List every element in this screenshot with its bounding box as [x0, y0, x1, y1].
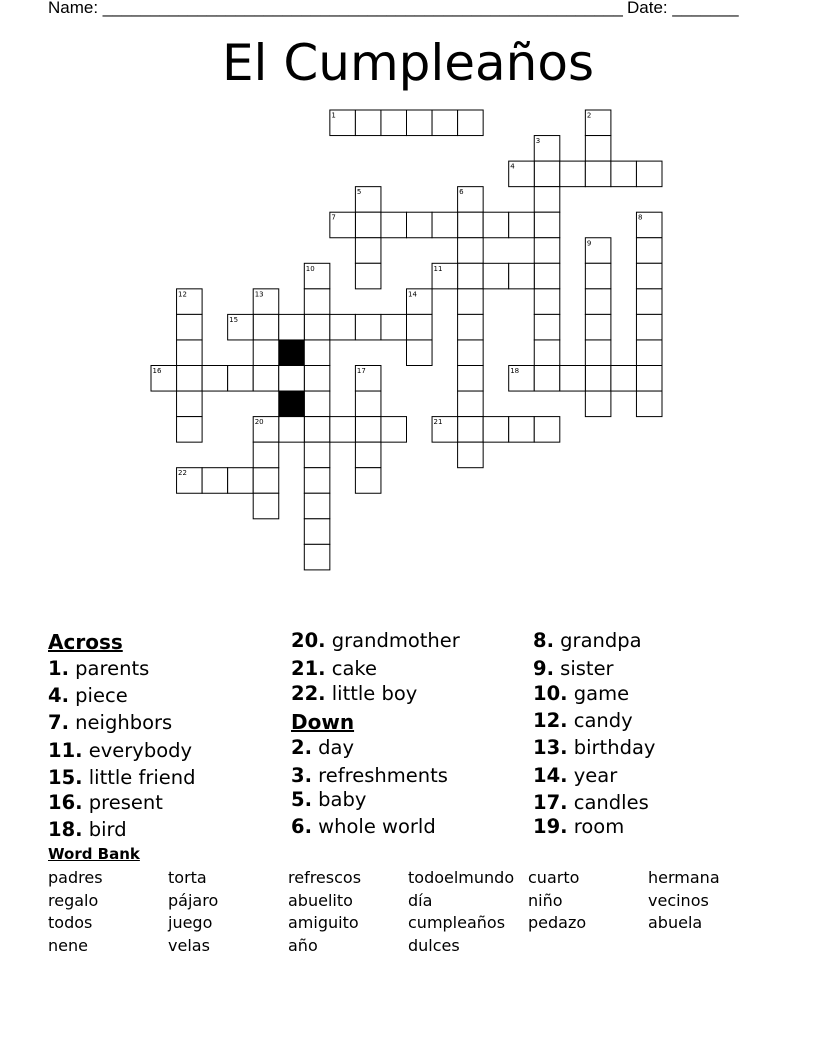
grid-cell[interactable] [330, 417, 356, 443]
grid-cell[interactable] [534, 238, 560, 264]
grid-cell[interactable] [534, 161, 560, 187]
grid-cell[interactable] [304, 468, 330, 494]
grid-cell[interactable] [202, 366, 228, 392]
grid-cell[interactable] [560, 161, 586, 187]
clue-item [533, 764, 617, 788]
grid-cell[interactable] [381, 417, 407, 443]
word-bank-item: todos [48, 913, 93, 932]
grid-cell[interactable] [304, 544, 330, 570]
clue-number-label: 15. [48, 766, 83, 789]
grid-cell[interactable] [279, 366, 305, 392]
grid-cell[interactable] [355, 263, 381, 289]
clue-number: 4 [510, 162, 515, 171]
clue-text: cake [325, 657, 378, 680]
grid-cell[interactable] [228, 468, 254, 494]
grid-cell[interactable] [458, 212, 484, 238]
word-bank-item: cumpleaños [408, 913, 506, 932]
clue-text: grandmother [325, 629, 460, 652]
word-bank-item: nene [48, 936, 88, 955]
grid-cell[interactable] [355, 110, 381, 136]
grid-cell[interactable] [355, 391, 381, 417]
clue-item [48, 739, 192, 763]
clue-text: little boy [325, 682, 418, 705]
word-bank-item: refrescos [288, 868, 362, 887]
clue-number-label: 18. [48, 818, 83, 841]
grid-cell[interactable] [585, 263, 611, 289]
clue-number: 15 [229, 315, 239, 324]
clue-text: sister [553, 657, 614, 680]
word-bank-item: juego [168, 913, 213, 932]
word-bank-item: pájaro [168, 891, 219, 910]
word-bank-item: vecinos [648, 891, 709, 910]
grid-cell[interactable] [304, 417, 330, 443]
clue-text: present [82, 791, 163, 814]
grid-cell[interactable] [534, 417, 560, 443]
grid-cell[interactable] [253, 442, 279, 468]
word-bank-item: día [408, 891, 433, 910]
clue-number-label: 3. [291, 764, 312, 787]
clue-number: 16 [152, 367, 162, 375]
clue-number-label: 12. [533, 709, 568, 732]
grid-cell[interactable] [432, 212, 458, 238]
grid-cell[interactable] [381, 212, 407, 238]
grid-cell[interactable] [458, 289, 484, 315]
clue-text: candy [567, 709, 633, 732]
word-bank-item: regalo [48, 891, 99, 910]
clue-number: 10 [305, 264, 315, 273]
grid-cell[interactable] [253, 366, 279, 392]
grid-cell[interactable] [253, 340, 279, 366]
grid-cell[interactable] [355, 238, 381, 264]
clue-item [291, 788, 366, 812]
word-bank-item: torta [168, 868, 207, 887]
clue-number-label: 17. [533, 791, 568, 814]
grid-cell[interactable] [636, 263, 662, 289]
clue-number: 5 [356, 188, 362, 197]
grid-cell[interactable] [458, 366, 484, 392]
grid-cell[interactable] [458, 442, 484, 468]
clue-text: day [311, 736, 355, 759]
clue-number-label: 2. [291, 736, 312, 759]
clue-number-label: 16. [48, 791, 83, 814]
word-bank-item: cuarto [528, 868, 580, 887]
clue-number: 14 [408, 290, 417, 299]
name-field-label: Name: _______________________________________________________ [48, 0, 623, 17]
grid-cell[interactable] [534, 340, 560, 366]
clue-item [533, 682, 629, 706]
grid-cell[interactable] [534, 289, 560, 315]
clue-text: grandpa [553, 629, 642, 652]
clue-number-label: 7. [48, 711, 69, 734]
grid-cell[interactable] [355, 417, 381, 443]
word-bank-item: padres [48, 868, 103, 887]
word-bank-item: todoelmundo [408, 868, 515, 887]
grid-cell[interactable] [611, 366, 637, 392]
clue-item [48, 791, 163, 815]
grid-cell[interactable] [432, 110, 458, 136]
clue-item [291, 815, 436, 839]
clue-item [291, 736, 354, 760]
grid-cell[interactable] [304, 519, 330, 545]
grid-cell[interactable] [304, 314, 330, 340]
clue-item [291, 629, 460, 653]
clue-item [533, 736, 655, 760]
word-bank-item: dulces [408, 936, 460, 955]
clue-number-label: 6. [291, 815, 312, 838]
grid-cell[interactable] [177, 391, 203, 417]
grid-cell[interactable] [483, 212, 509, 238]
word-bank-item: niño [528, 891, 563, 910]
clue-number: 9 [586, 239, 592, 248]
clue-number: 2 [586, 111, 592, 120]
grid-cell[interactable] [355, 442, 381, 468]
clue-number-label: 11. [48, 739, 83, 762]
grid-cell[interactable] [407, 110, 433, 136]
clue-number-label: 21. [291, 657, 326, 680]
clue-number: 18 [510, 367, 520, 375]
clue-number-label: 20. [291, 629, 326, 652]
clue-number: 6 [459, 188, 464, 197]
grid-cell[interactable] [177, 417, 203, 443]
grid-cell[interactable] [534, 212, 560, 238]
grid-cell[interactable] [304, 340, 330, 366]
word-bank-title: Word Bank [48, 845, 140, 863]
grid-cell[interactable] [458, 263, 484, 289]
grid-cell[interactable] [458, 238, 484, 264]
grid-cell[interactable] [636, 161, 662, 187]
grid-cell[interactable] [279, 417, 305, 443]
clue-text: year [567, 764, 618, 787]
grid-cell[interactable] [407, 340, 433, 366]
grid-cell[interactable] [177, 314, 203, 340]
clue-number-label: 1. [48, 657, 69, 680]
word-bank-item: abuelito [288, 891, 353, 910]
clue-item [48, 657, 149, 681]
clue-text: whole world [311, 815, 436, 838]
clue-item [533, 709, 633, 733]
grid-cell[interactable] [304, 442, 330, 468]
grid-cell[interactable] [407, 212, 433, 238]
grid-cell[interactable] [253, 314, 279, 340]
clue-text: game [567, 682, 630, 705]
grid-cell[interactable] [585, 391, 611, 417]
grid-cell[interactable] [534, 263, 560, 289]
clue-item [48, 711, 172, 735]
word-bank-item: velas [168, 936, 210, 955]
clue-text: parents [68, 657, 150, 680]
date-field-label: Date: _______ [627, 0, 739, 17]
clue-item [291, 682, 417, 706]
clue-number-label: 5. [291, 788, 312, 811]
grid-cell[interactable] [509, 417, 535, 443]
grid-cell[interactable] [636, 238, 662, 264]
grid-cell[interactable] [458, 314, 484, 340]
grid-cell[interactable] [177, 340, 203, 366]
grid-cell[interactable] [560, 366, 586, 392]
grid-cell[interactable] [304, 366, 330, 392]
grid-cell[interactable] [279, 314, 305, 340]
grid-cell[interactable] [636, 289, 662, 315]
grid-cell[interactable] [636, 391, 662, 417]
clue-text: room [567, 815, 625, 838]
clue-number-label: 10. [533, 682, 568, 705]
page-title: El Cumpleaños [221, 34, 595, 92]
clue-number: 12 [178, 290, 187, 299]
clue-number: 7 [331, 213, 336, 222]
clue-number: 17 [356, 367, 366, 375]
clue-item [533, 791, 649, 815]
grid-cell[interactable] [483, 417, 509, 443]
clue-number: 8 [637, 213, 643, 222]
grid-cell[interactable] [381, 314, 407, 340]
grid-cell[interactable] [585, 136, 611, 162]
grid-cell[interactable] [202, 468, 228, 494]
across-heading: Across [48, 630, 123, 654]
grid-cell[interactable] [407, 314, 433, 340]
grid-cell[interactable] [355, 468, 381, 494]
clue-number: 21 [433, 418, 443, 427]
clue-item [291, 657, 377, 681]
clue-number-label: 14. [533, 764, 568, 787]
grid-cell[interactable] [228, 366, 254, 392]
grid-cell[interactable] [355, 314, 381, 340]
grid-cell[interactable] [330, 314, 356, 340]
grid-cell[interactable] [585, 314, 611, 340]
grid-cell[interactable] [304, 289, 330, 315]
grid-cell[interactable] [177, 366, 203, 392]
clue-number: 3 [535, 137, 541, 146]
clue-text: everybody [82, 739, 193, 762]
grid-cell[interactable] [611, 161, 637, 187]
grid-cell[interactable] [304, 391, 330, 417]
word-bank-item: pedazo [528, 913, 587, 932]
grid-cell[interactable] [509, 212, 535, 238]
grid-cell[interactable] [253, 493, 279, 519]
clue-item [291, 764, 448, 788]
word-bank-item: amiguito [288, 913, 359, 932]
clue-number-label: 8. [533, 629, 554, 652]
grid-cell[interactable] [636, 366, 662, 392]
grid-cell[interactable] [636, 340, 662, 366]
clue-number-label: 4. [48, 684, 69, 707]
black-square [279, 340, 305, 366]
grid-cell[interactable] [458, 417, 484, 443]
grid-cell[interactable] [355, 212, 381, 238]
grid-cell[interactable] [585, 366, 611, 392]
grid-cell[interactable] [585, 289, 611, 315]
grid-cell[interactable] [585, 161, 611, 187]
clue-number: 19 [280, 392, 290, 401]
clue-item [533, 815, 624, 839]
clue-number: 13 [254, 290, 264, 299]
clue-number-label: 13. [533, 736, 568, 759]
down-heading: Down [291, 710, 355, 734]
word-bank-item: año [288, 936, 318, 955]
grid-cell[interactable] [458, 110, 484, 136]
clue-item [48, 818, 127, 842]
grid-cell[interactable] [458, 391, 484, 417]
clue-text: birthday [567, 736, 656, 759]
clue-item [48, 766, 196, 790]
clue-text: baby [311, 788, 367, 811]
grid-cell[interactable] [304, 493, 330, 519]
clue-number-label: 19. [533, 815, 568, 838]
grid-cell[interactable] [509, 263, 535, 289]
grid-cell[interactable] [585, 340, 611, 366]
grid-cell[interactable] [534, 314, 560, 340]
clue-text: refreshments [311, 764, 448, 787]
clue-number-label: 22. [291, 682, 326, 705]
clue-item [533, 629, 642, 653]
clue-number-label: 9. [533, 657, 554, 680]
grid-cell[interactable] [534, 366, 560, 392]
clue-item [48, 684, 128, 708]
clue-number: 11 [433, 264, 443, 273]
clue-item [533, 657, 614, 681]
clue-text: candles [567, 791, 649, 814]
clue-number: 22 [178, 469, 187, 478]
grid-cell[interactable] [381, 110, 407, 136]
grid-cell[interactable] [534, 187, 560, 213]
grid-cell[interactable] [458, 340, 484, 366]
word-bank-item: hermana [648, 868, 720, 887]
grid-cell[interactable] [636, 314, 662, 340]
clue-number: 20 [254, 418, 264, 427]
word-bank-item: abuela [648, 913, 703, 932]
clue-text: little friend [82, 766, 196, 789]
grid-cell[interactable] [483, 263, 509, 289]
clue-number: 1 [331, 111, 336, 120]
clue-text: piece [68, 684, 128, 707]
clue-text: bird [82, 818, 127, 841]
clue-text: neighbors [68, 711, 173, 734]
grid-cell[interactable] [253, 468, 279, 494]
